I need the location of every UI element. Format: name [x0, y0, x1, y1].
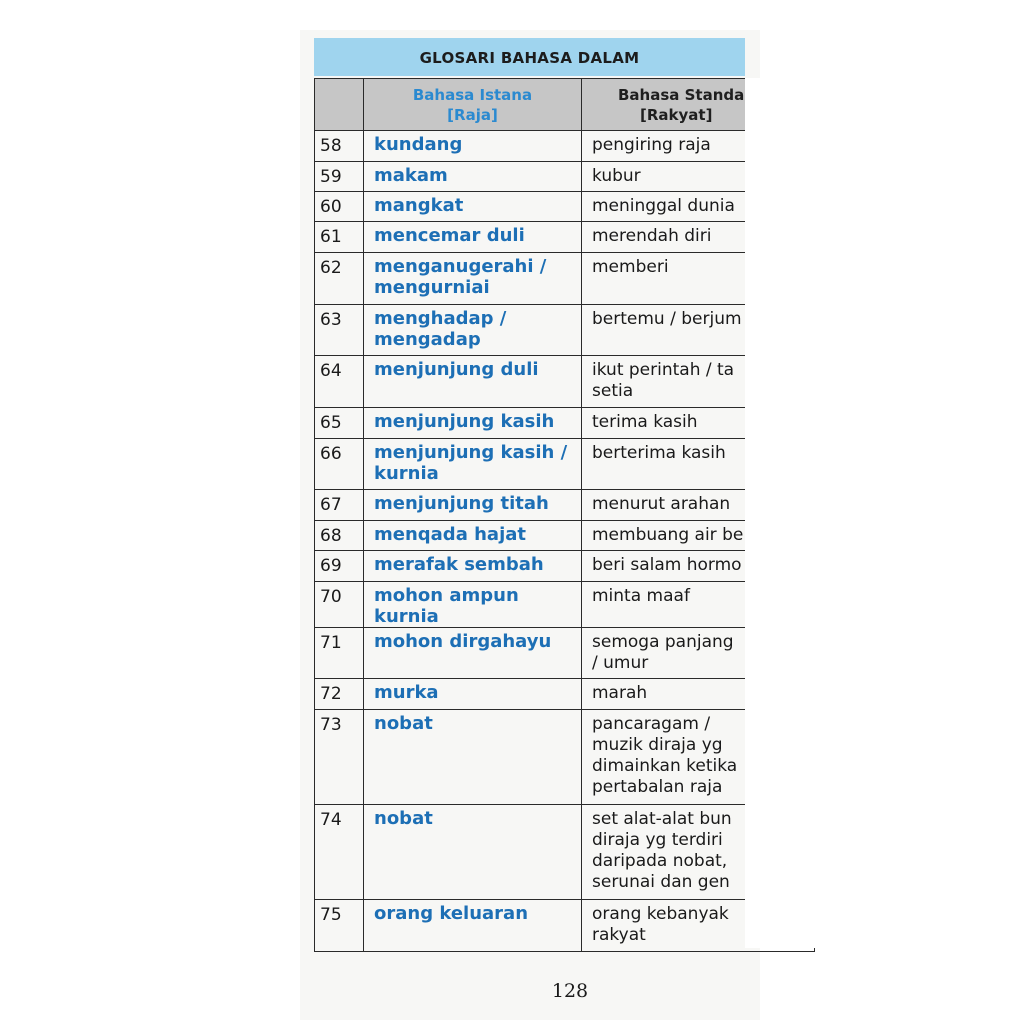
- royal-term: mencemar duli: [364, 222, 582, 253]
- page-number: 128: [551, 980, 589, 1002]
- header-raja-line2: [Raja]: [447, 105, 498, 124]
- standard-term: membuang air be: [582, 521, 815, 551]
- row-number: 67: [315, 490, 364, 521]
- table-row: [315, 551, 815, 582]
- royal-term: menjunjung kasih / kurnia: [364, 439, 582, 490]
- standard-term: kubur: [582, 162, 815, 192]
- glossary-title: GLOSARI BAHASA DALAM: [419, 49, 640, 67]
- glossary-table: [314, 78, 815, 952]
- table-row: [315, 162, 815, 192]
- table-row: [315, 131, 815, 162]
- row-number: 75: [315, 900, 364, 952]
- standard-term: orang kebanyak rakyat: [582, 900, 815, 952]
- standard-term: terima kasih: [582, 408, 815, 439]
- row-number: 71: [315, 628, 364, 679]
- standard-term: bertemu / berjum: [582, 305, 815, 356]
- standard-term: set alat-alat bun diraja yg terdiri daripada nobat, serunai dan gen: [582, 805, 815, 900]
- row-number: 70: [315, 582, 364, 628]
- row-number: 72: [315, 679, 364, 710]
- row-number: 58: [315, 131, 364, 162]
- row-number: 63: [315, 305, 364, 356]
- table-row: [315, 305, 815, 356]
- table-row: [315, 900, 815, 952]
- row-number: 61: [315, 222, 364, 253]
- standard-term: menurut arahan: [582, 490, 815, 521]
- standard-term: memberi: [582, 253, 815, 305]
- row-number: 73: [315, 710, 364, 805]
- table-row: [315, 582, 815, 628]
- standard-term: meninggal dunia: [582, 192, 815, 222]
- standard-term: berterima kasih: [582, 439, 815, 490]
- table-row: [315, 628, 815, 679]
- royal-term: murka: [364, 679, 582, 710]
- standard-term: semoga panjang / umur: [582, 628, 815, 679]
- table-row: [315, 439, 815, 490]
- standard-term: minta maaf: [582, 582, 815, 628]
- table-row: [315, 805, 815, 900]
- standard-term: beri salam hormo: [582, 551, 815, 582]
- royal-term: nobat: [364, 710, 582, 805]
- row-number: 59: [315, 162, 364, 192]
- royal-term: kundang: [364, 131, 582, 162]
- table-row: [315, 356, 815, 408]
- royal-term: orang keluaran: [364, 900, 582, 952]
- standard-term: marah: [582, 679, 815, 710]
- royal-term: mohon dirgahayu: [364, 628, 582, 679]
- table-header-row: [315, 79, 815, 131]
- table-row: [315, 253, 815, 305]
- royal-term: mohon ampun kurnia: [364, 582, 582, 628]
- header-number-cell: [315, 79, 364, 131]
- row-number: 74: [315, 805, 364, 900]
- header-raja-line1: Bahasa Istana: [412, 85, 533, 104]
- royal-term: makam: [364, 162, 582, 192]
- royal-term: menjunjung titah: [364, 490, 582, 521]
- royal-term: menjunjung kasih: [364, 408, 582, 439]
- table-row: [315, 710, 815, 805]
- royal-term: menghadap / mengadap: [364, 305, 582, 356]
- row-number: 66: [315, 439, 364, 490]
- royal-term: menganugerahi / mengurniai: [364, 253, 582, 305]
- row-number: 64: [315, 356, 364, 408]
- royal-term: menqada hajat: [364, 521, 582, 551]
- row-number: 62: [315, 253, 364, 305]
- standard-term: pancaragam / muzik diraja yg dimainkan ketika pertabalan raja: [582, 710, 815, 805]
- table-row: [315, 192, 815, 222]
- royal-term: mangkat: [364, 192, 582, 222]
- table-row: [315, 222, 815, 253]
- row-number: 60: [315, 192, 364, 222]
- standard-term: merendah diri: [582, 222, 815, 253]
- header-standard-line1: Bahasa Standa: [618, 85, 745, 104]
- row-number: 69: [315, 551, 364, 582]
- header-standard-line2: [Rakyat]: [640, 105, 713, 124]
- table-row: [315, 408, 815, 439]
- royal-term: menjunjung duli: [364, 356, 582, 408]
- page-right-edge: [745, 78, 1024, 948]
- row-number: 68: [315, 521, 364, 551]
- royal-term: nobat: [364, 805, 582, 900]
- table-row: [315, 679, 815, 710]
- row-number: 65: [315, 408, 364, 439]
- royal-term: merafak sembah: [364, 551, 582, 582]
- table-row: [315, 490, 815, 521]
- header-raja-cell: [364, 79, 582, 131]
- table-row: [315, 521, 815, 551]
- standard-term: pengiring raja: [582, 131, 815, 162]
- standard-term: ikut perintah / ta setia: [582, 356, 815, 408]
